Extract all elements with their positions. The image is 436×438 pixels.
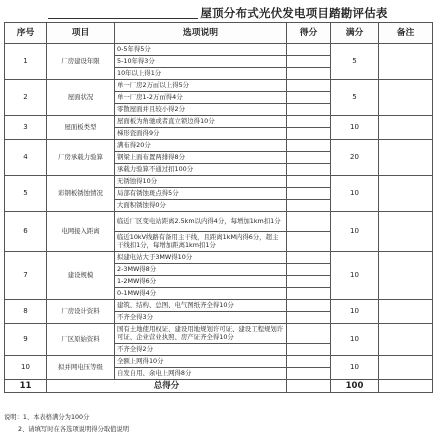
score-cell[interactable] bbox=[287, 176, 331, 188]
option-text: 承载力验算不通过扣100分 bbox=[115, 164, 287, 176]
row-number: 10 bbox=[5, 356, 47, 380]
table-row bbox=[5, 176, 433, 188]
total-remark[interactable] bbox=[379, 380, 433, 393]
full-score: 10 bbox=[331, 252, 379, 300]
table-row bbox=[5, 356, 433, 368]
score-cell[interactable] bbox=[287, 312, 331, 324]
full-score: 5 bbox=[331, 80, 379, 116]
row-item: 厂区原始资料 bbox=[47, 324, 115, 356]
remark-cell[interactable] bbox=[379, 252, 433, 300]
table-header-row bbox=[5, 23, 433, 44]
row-item: 厂房承载力验算 bbox=[47, 140, 115, 176]
score-cell[interactable] bbox=[287, 56, 331, 68]
table-row bbox=[5, 140, 433, 152]
score-cell[interactable] bbox=[287, 68, 331, 80]
row-number: 3 bbox=[5, 116, 47, 140]
option-text: 单一厂房1-2万㎡得4分 bbox=[115, 92, 287, 104]
score-cell[interactable] bbox=[287, 276, 331, 288]
score-cell[interactable] bbox=[287, 92, 331, 104]
option-text: 建筑、结构、总图、电气图纸齐全得10分 bbox=[115, 300, 287, 312]
full-score: 10 bbox=[331, 176, 379, 212]
option-text: 1-2MW得6分 bbox=[115, 276, 287, 288]
remark-cell[interactable] bbox=[379, 80, 433, 116]
remark-cell[interactable] bbox=[379, 44, 433, 80]
evaluation-table bbox=[4, 22, 433, 393]
remark-cell[interactable] bbox=[379, 116, 433, 140]
score-cell[interactable] bbox=[287, 164, 331, 176]
option-text: 不齐全得2分 bbox=[115, 344, 287, 356]
table-body bbox=[5, 44, 433, 393]
table-row bbox=[5, 212, 433, 232]
row-item: 建设规模 bbox=[47, 252, 115, 300]
score-cell[interactable] bbox=[287, 140, 331, 152]
score-cell[interactable] bbox=[287, 200, 331, 212]
score-cell[interactable] bbox=[287, 44, 331, 56]
header-no: 序号 bbox=[5, 23, 47, 44]
row-number: 7 bbox=[5, 252, 47, 300]
score-cell[interactable] bbox=[287, 252, 331, 264]
score-cell[interactable] bbox=[287, 212, 331, 232]
table-row bbox=[5, 324, 433, 344]
full-score: 20 bbox=[331, 140, 379, 176]
table-row bbox=[5, 252, 433, 264]
full-score: 10 bbox=[331, 212, 379, 252]
option-text: 0-1MW得4分 bbox=[115, 288, 287, 300]
row-item: 厂房设计资料 bbox=[47, 300, 115, 324]
score-cell[interactable] bbox=[287, 288, 331, 300]
title-blank-line bbox=[48, 7, 198, 19]
option-text: 梯形瓷面得9分 bbox=[115, 128, 287, 140]
remark-cell[interactable] bbox=[379, 176, 433, 212]
header-full: 满分 bbox=[331, 23, 379, 44]
score-cell[interactable] bbox=[287, 116, 331, 128]
total-full: 100 bbox=[331, 380, 379, 393]
row-item: 屋面板类型 bbox=[47, 116, 115, 140]
score-cell[interactable] bbox=[287, 128, 331, 140]
total-row bbox=[5, 380, 433, 393]
option-text: 满布得20分 bbox=[115, 140, 287, 152]
remark-cell[interactable] bbox=[379, 212, 433, 252]
option-text: 无锈蚀得10分 bbox=[115, 176, 287, 188]
score-cell[interactable] bbox=[287, 152, 331, 164]
header-remark: 备注 bbox=[379, 23, 433, 44]
table-row bbox=[5, 80, 433, 92]
row-number: 9 bbox=[5, 324, 47, 356]
score-cell[interactable] bbox=[287, 104, 331, 116]
row-number: 2 bbox=[5, 80, 47, 116]
full-score: 10 bbox=[331, 300, 379, 324]
score-cell[interactable] bbox=[287, 188, 331, 200]
row-item: 屋面状况 bbox=[47, 80, 115, 116]
option-text: 拟建电站大于3MW得10分 bbox=[115, 252, 287, 264]
remark-cell[interactable] bbox=[379, 324, 433, 356]
row-number: 4 bbox=[5, 140, 47, 176]
option-text: 临近厂区变电站距离2.5km以内得4分，每增加1km扣1分 bbox=[115, 212, 287, 232]
option-text: 局部有锈蚀斑点得5分 bbox=[115, 188, 287, 200]
option-text: 单一厂房2万㎡以上得5分 bbox=[115, 80, 287, 92]
score-cell[interactable] bbox=[287, 344, 331, 356]
total-score-cell[interactable] bbox=[287, 380, 331, 393]
full-score: 10 bbox=[331, 356, 379, 380]
full-score: 10 bbox=[331, 324, 379, 356]
row-number: 6 bbox=[5, 212, 47, 252]
option-text: 10年以上得1分 bbox=[115, 68, 287, 80]
table-row bbox=[5, 44, 433, 56]
option-text: 5-10年得3分 bbox=[115, 56, 287, 68]
option-text: 2-3MW得8分 bbox=[115, 264, 287, 276]
form-title bbox=[0, 4, 436, 22]
full-score: 10 bbox=[331, 116, 379, 140]
score-cell[interactable] bbox=[287, 368, 331, 380]
remark-cell[interactable] bbox=[379, 300, 433, 324]
score-cell[interactable] bbox=[287, 356, 331, 368]
header-score: 得分 bbox=[287, 23, 331, 44]
remark-cell[interactable] bbox=[379, 356, 433, 380]
remark-cell[interactable] bbox=[379, 140, 433, 176]
option-text: 大面积锈蚀得0分 bbox=[115, 200, 287, 212]
option-text: 0-5年得5分 bbox=[115, 44, 287, 56]
option-text: 国有土地使用权证、建设用地规划许可证、建设工程规划许可证、企业营业执照、房产证齐全得10分 bbox=[115, 324, 287, 344]
row-number: 1 bbox=[5, 44, 47, 80]
row-item: 厂房建设年限 bbox=[47, 44, 115, 80]
row-number: 8 bbox=[5, 300, 47, 324]
row-item: 电网接入距离 bbox=[47, 212, 115, 252]
score-cell[interactable] bbox=[287, 264, 331, 276]
table-row bbox=[5, 116, 433, 128]
row-item: 拟并网电压等级 bbox=[47, 356, 115, 380]
total-number: 11 bbox=[5, 380, 47, 393]
option-text: 临近10kV线路有备用主干线，且距离1kM内得6分，超主干线扣1分，每增加距离1km扣1分 bbox=[115, 232, 287, 252]
option-text: 自发自用、余电上网得8分 bbox=[115, 368, 287, 380]
score-cell[interactable] bbox=[287, 232, 331, 252]
option-text: 全额上网得10分 bbox=[115, 356, 287, 368]
total-label: 总得分 bbox=[47, 380, 287, 393]
option-text: 不齐全得3分 bbox=[115, 312, 287, 324]
table-row bbox=[5, 300, 433, 312]
row-number: 5 bbox=[5, 176, 47, 212]
option-text: 屋面板为角驰或者直立锁边得10分 bbox=[115, 116, 287, 128]
row-item: 彩钢板锈蚀情况 bbox=[47, 176, 115, 212]
score-cell[interactable] bbox=[287, 300, 331, 312]
score-cell[interactable] bbox=[287, 324, 331, 344]
option-text: 零散屋面并且较小得2分 bbox=[115, 104, 287, 116]
note-1: 说明：1、本表格满分为100分 bbox=[4, 414, 90, 421]
option-text: 钢梁上面布置两排得8分 bbox=[115, 152, 287, 164]
header-options: 选项说明 bbox=[115, 23, 287, 44]
title-text: 屋顶分布式光伏发电项目踏勘评估表 bbox=[200, 6, 388, 20]
score-cell[interactable] bbox=[287, 80, 331, 92]
full-score: 5 bbox=[331, 44, 379, 80]
notes bbox=[4, 412, 432, 436]
header-item: 项目 bbox=[47, 23, 115, 44]
note-2: 2、请填写时在各选项说明得分取值说明 bbox=[18, 426, 130, 433]
